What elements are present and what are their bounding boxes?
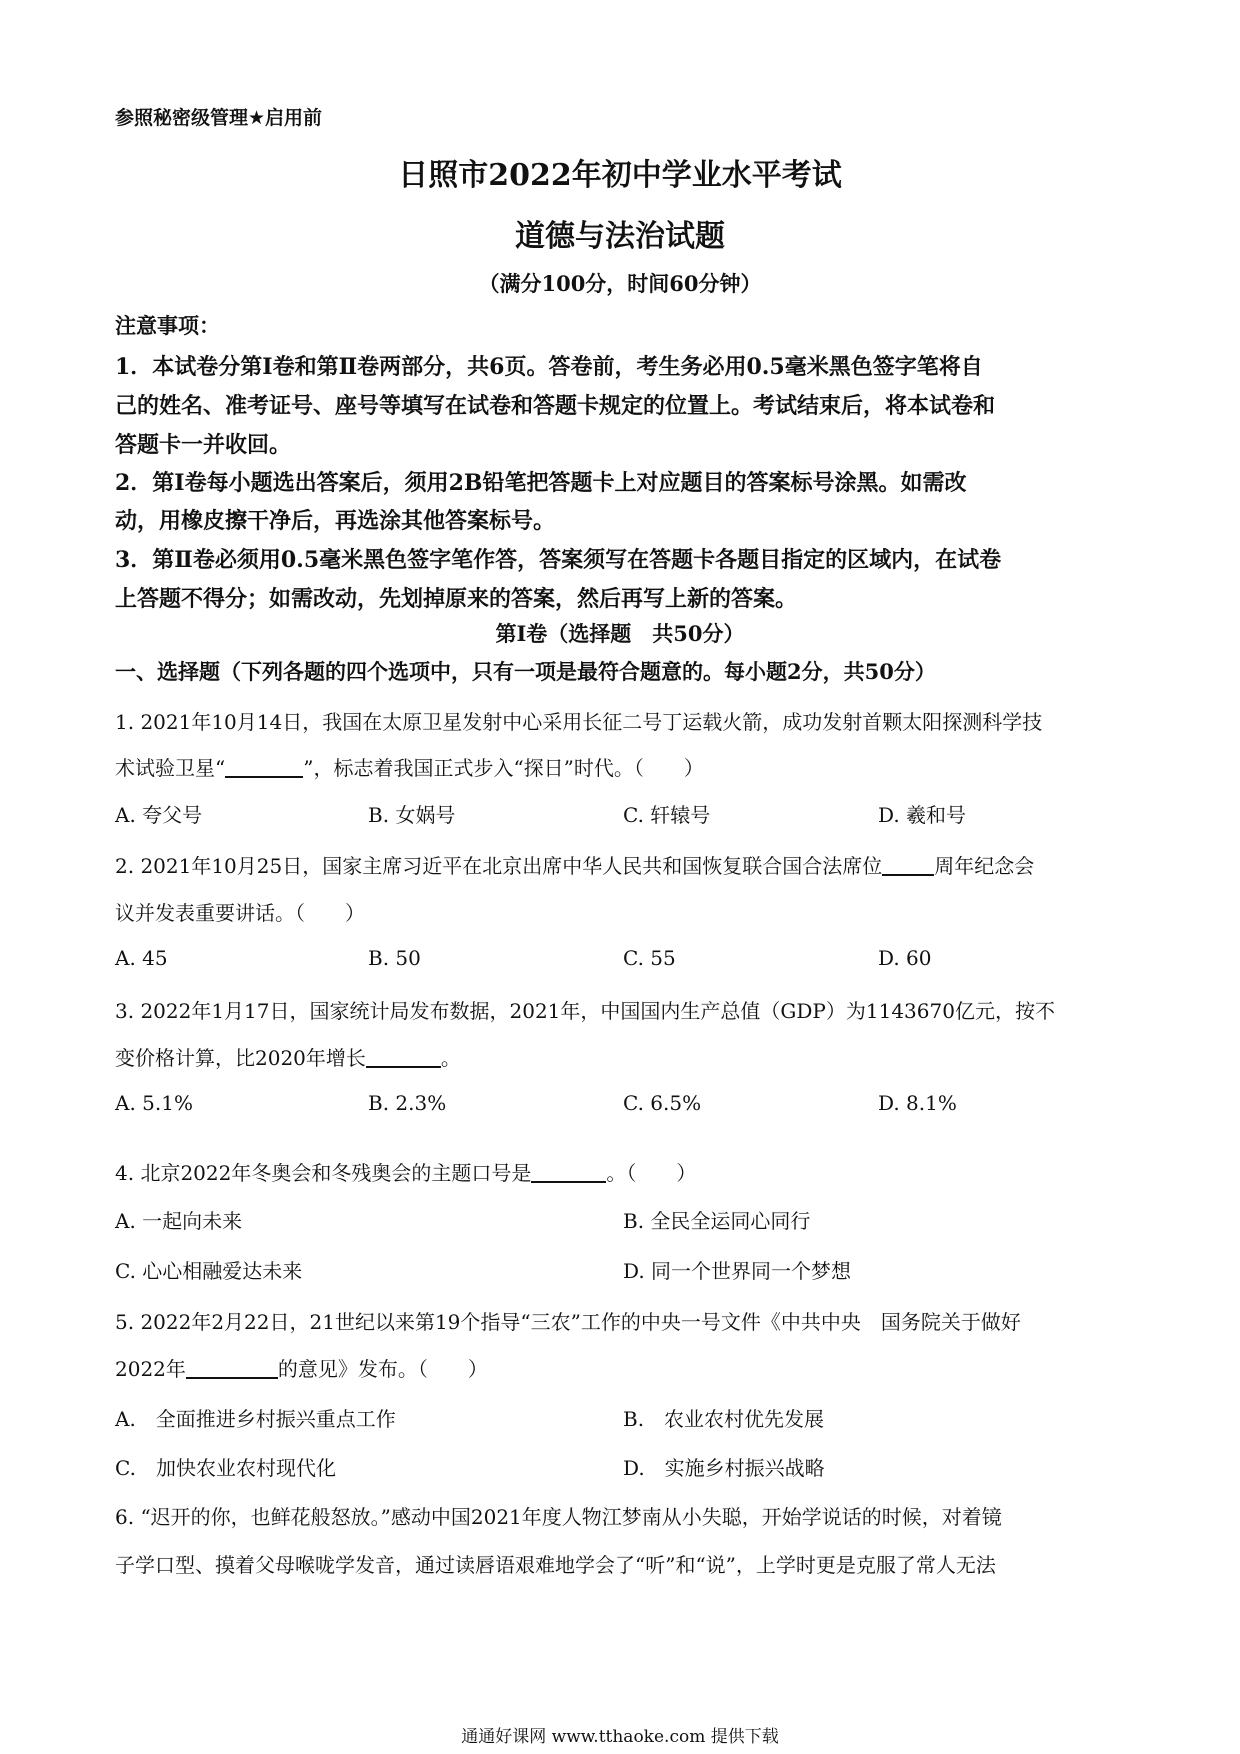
answer-blank: [186, 1357, 278, 1379]
question-1-line: 1. 2021年10月14日，我国在太原卫星发射中心采用长征二号丁运载火箭，成功发射首颗太阳探测科学技: [115, 710, 1043, 734]
option-d: D. 同一个世界同一个梦想: [623, 1259, 852, 1283]
notice-line: 己的姓名、准考证号、座号等填写在试卷和答题卡规定的位置上。考试结束后，将本试卷和: [115, 393, 996, 419]
option-c: C. 55: [623, 946, 676, 970]
option-b: B. 2.3%: [368, 1091, 447, 1115]
option-b: B. 农业农村优先发展: [623, 1407, 825, 1431]
question-4-line: [115, 1157, 696, 1186]
question-3-line-2: [115, 1042, 461, 1071]
question-text: 周年纪念会: [934, 854, 1035, 878]
answer-blank: [882, 854, 934, 876]
question-text: 的意见》发布。（ ）: [277, 1357, 488, 1381]
notice-line: 上答题不得分；如需改动，先划掉原来的答案，然后再写上新的答案。: [115, 586, 798, 612]
option-a: A. 一起向未来: [115, 1209, 243, 1233]
option-d: D. 8.1%: [878, 1091, 957, 1115]
option-d: D. 60: [878, 946, 932, 970]
notice-line: 3．第Ⅱ卷必须用0.5毫米黑色签字笔作答，答案须写在答题卡各题目指定的区域内，在试卷: [115, 547, 1002, 573]
option-c: C. 心心相融爱达未来: [115, 1259, 303, 1283]
section-heading: 一、选择题（下列各题的四个选项中，只有一项是最符合题意的。每小题2分，共50分）: [115, 659, 936, 684]
answer-blank: [531, 1161, 606, 1183]
question-3-line: 3. 2022年1月17日，国家统计局发布数据，2021年，中国国内生产总值（GDP）为1143670亿元，按不: [115, 999, 1055, 1023]
question-text: ”，标志着我国正式步入“探日”时代。（ ）: [303, 756, 704, 780]
option-d: D. 羲和号: [878, 803, 967, 827]
question-6-line-2: 子学口型、摸着父母喉咙学发音，通过读唇语艰难地学会了“听”和“说”，上学时更是克服了常人无法: [115, 1553, 996, 1577]
exam-title: 日照市2022年初中学业水平考试: [398, 158, 842, 193]
question-text: 2. 2021年10月25日，国家主席习近平在北京出席中华人民共和国恢复联合国合法席位: [115, 854, 883, 878]
option-c: C. 6.5%: [623, 1091, 702, 1115]
option-d: D. 实施乡村振兴战略: [623, 1456, 825, 1480]
notice-line: 动，用橡皮擦干净后，再选涂其他答案标号。: [115, 508, 556, 534]
exam-info: （满分100分，时间60分钟）: [478, 271, 762, 296]
question-text: 。: [440, 1046, 461, 1070]
option-a: A. 夸父号: [115, 803, 203, 827]
option-b: B. 女娲号: [368, 803, 456, 827]
question-text: 4. 北京2022年冬奥会和冬残奥会的主题口号是: [115, 1161, 532, 1185]
footer-download-note: 通通好课网 www.tthaoke.com 提供下载: [461, 1727, 779, 1747]
part-title: 第Ⅰ卷（选择题 共50分）: [495, 621, 745, 646]
question-1-line-2: [115, 752, 704, 781]
option-c: C. 轩辕号: [623, 803, 711, 827]
question-6-line: 6. “迟开的你，也鲜花般怒放。”感动中国2021年度人物江梦南从小失聪，开始学说话的时候，对着镜: [115, 1505, 1002, 1529]
exam-subject: 道德与法治试题: [515, 219, 725, 254]
notice-heading: 注意事项：: [115, 313, 220, 338]
question-text: 。（ ）: [606, 1161, 697, 1185]
option-a: A. 5.1%: [115, 1091, 193, 1115]
question-text: 变价格计算，比2020年增长: [115, 1046, 366, 1070]
answer-blank: [225, 756, 303, 778]
answer-blank: [366, 1046, 441, 1068]
question-text: 术试验卫星“: [115, 756, 226, 780]
question-5-line-2: [115, 1353, 488, 1382]
notice-line: 1．本试卷分第Ⅰ卷和第Ⅱ卷两部分，共6页。答卷前，考生务必用0.5毫米黑色签字笔将自: [115, 354, 983, 380]
option-a: A. 全面推进乡村振兴重点工作: [115, 1407, 396, 1431]
option-c: C. 加快农业农村现代化: [115, 1456, 336, 1480]
question-text: 2022年: [115, 1357, 186, 1381]
question-2-line: [115, 850, 1034, 879]
question-2-line-2: 议并发表重要讲话。（ ）: [115, 901, 365, 925]
question-5-line: 5. 2022年2月22日，21世纪以来第19个指导“三农”工作的中央一号文件《中共中央 国务院关于做好: [115, 1310, 1021, 1334]
confidentiality-label: 参照秘密级管理★启用前: [115, 107, 323, 129]
option-b: B. 全民全运同心同行: [623, 1209, 811, 1233]
notice-line: 2．第Ⅰ卷每小题选出答案后，须用2B铅笔把答题卡上对应题目的答案标号涂黑。如需改: [115, 470, 967, 496]
option-a: A. 45: [115, 946, 168, 970]
notice-line: 答题卡一并收回。: [115, 432, 292, 458]
option-b: B. 50: [368, 946, 421, 970]
